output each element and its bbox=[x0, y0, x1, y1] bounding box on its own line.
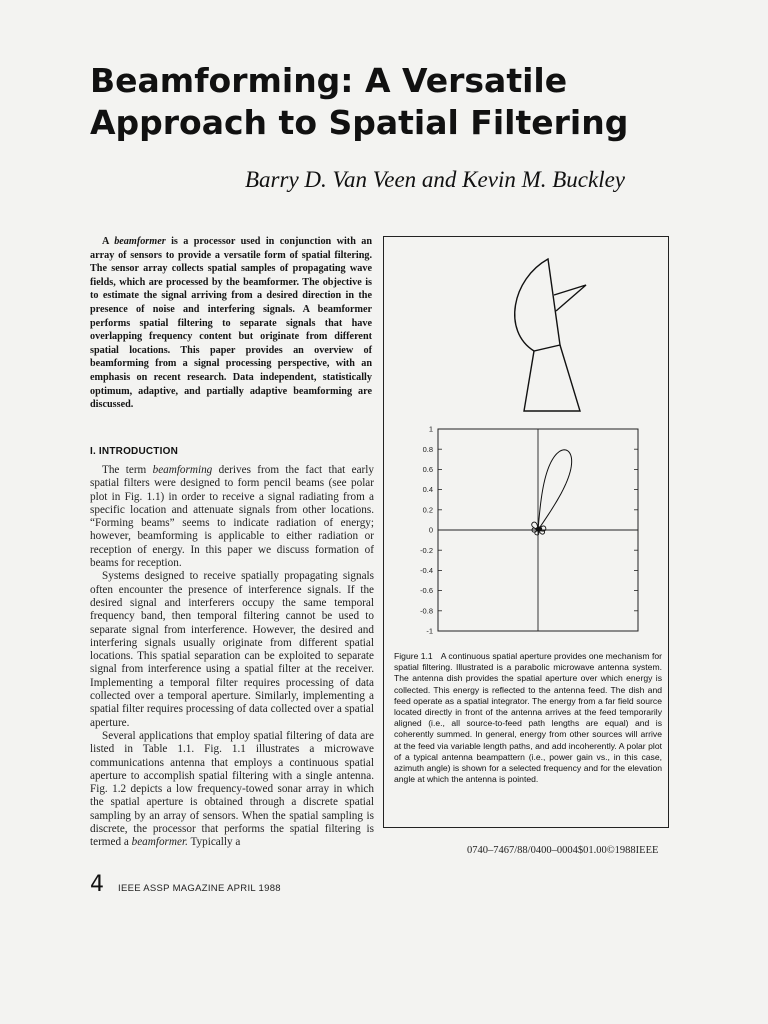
running-title: IEEE ASSP MAGAZINE APRIL 1988 bbox=[118, 883, 281, 894]
copyright-line: 0740–7467/88/0400–0004$01.00©1988IEEE bbox=[467, 845, 659, 856]
abstract-lead: A bbox=[102, 236, 115, 247]
y-tick-label-6: -0.2 bbox=[420, 545, 433, 555]
y-tick-label-1: 0.8 bbox=[422, 444, 433, 454]
p3-text: Several applications that employ spatial filtering of data are listed in Table 1.1. Fig. 1.1 illustrates a microwave communications antenna that employs a continuous spatial aperture to accomplish spatial filtering with a single antenna. Fig. 1.2 depicts a low frequency-towed sonar array in which the spatial aperture is obtained through a discrete spatial sampling by an array of sensors. When the spatial sampling is discrete, the processor that performs the spatial filtering is termed a bbox=[90, 729, 374, 849]
y-tick-label-10: -1 bbox=[426, 626, 433, 636]
y-tick-label-2: 0.6 bbox=[422, 465, 433, 474]
figure-caption-text: A continuous spatial aperture provides one mechanism for spatial filtering. Illustrated is a parabolic microwave antenna system. The antenna dish provides the spatial aperture over which energy is collected. This energy is reflected to the antenna feed. The dish and feed operate as a spatial integrator. The energy from a far field source located directly in front of the antenna arrives at the feed temporarily aligned (i.e., all source-to-feed path lengths are equal) and is coherently summed. In general, energy from other sources will arrive at the feed via variable length paths, and add incoherently. A polar plot of a typical antenna beampattern (i.e., power gain vs., in this case, azimuth angle) is shown for a selected frequency and for the elevation angle at which the antenna is pointed. bbox=[394, 651, 662, 785]
page-number: 4 bbox=[90, 872, 104, 897]
body-paragraph-1 bbox=[90, 464, 374, 570]
y-tick-label-0: 1 bbox=[428, 424, 433, 434]
polar-beampattern-plot bbox=[390, 421, 666, 643]
body-paragraph-3 bbox=[90, 730, 374, 850]
title-line-1: Beamforming: A Versatile bbox=[90, 61, 568, 100]
abstract-paragraph bbox=[90, 235, 372, 412]
y-tick-label-7: -0.4 bbox=[420, 566, 433, 575]
beampattern-origin-cluster bbox=[536, 526, 542, 531]
p3-term: beamformer. bbox=[131, 836, 188, 849]
abstract bbox=[90, 235, 372, 412]
y-tick-label-5: 0 bbox=[428, 525, 433, 535]
y-tick-label-4: 0.2 bbox=[422, 505, 433, 515]
figure-caption bbox=[394, 651, 662, 785]
y-tick-label-9: -0.8 bbox=[420, 606, 433, 616]
article-title bbox=[90, 60, 710, 144]
p1-lead: The term bbox=[102, 464, 153, 476]
antenna-mount bbox=[524, 345, 580, 411]
antenna-illustration bbox=[504, 245, 644, 415]
beampattern-main-lobe bbox=[538, 450, 572, 530]
title-line-2: Approach to Spatial Filtering bbox=[90, 103, 629, 142]
p3-tail: Typically a bbox=[187, 836, 241, 849]
y-tick-label-3: 0.4 bbox=[422, 485, 433, 495]
antenna-dish bbox=[515, 259, 560, 351]
section-heading: I. INTRODUCTION bbox=[90, 446, 178, 457]
abstract-text: is a processor used in conjunction with an array of sensors to provide a versatile form of spatial filtering. The sensor array collects spatial samples of propagating wave fields, which are processed by the beamformer. The objective is to estimate the signal arriving from a desired direction in the presence of noise and interfering signals. A beamformer performs spatial filtering to separate signals that have overlapping frequency content but originate from different spatial locations. This paper provides an overview of beamforming from a signal processing perspective, with an emphasis on recent research. Data independent, statistically optimum, adaptive, and partially adaptive beamforming are discussed. bbox=[90, 236, 373, 411]
figure-label: Figure 1.1 bbox=[394, 651, 433, 661]
body-text-column bbox=[90, 464, 374, 850]
figure-1-1 bbox=[383, 236, 669, 828]
abstract-term: beamformer bbox=[114, 236, 166, 247]
p1-term: beamforming bbox=[152, 464, 213, 476]
body-paragraph-2: Systems designed to receive spatially propagating signals often encounter the presence of interference signals. If the desired signal and interferers occupy the same temporal frequency band, then temporal filtering cannot be used to separate signal from interference. However, the desired and interfering signals usually originate from different spatial locations. This spatial separation can be exploited to separate signal from interference using a spatial filter at the receiver. Implementing a temporal filter requires processing of data collected over a temporal aperture. Similarly, implementing a spatial filter requires processing of data collected over a spatial aperture. bbox=[90, 570, 374, 729]
y-tick-label-8: -0.6 bbox=[420, 586, 433, 596]
p1-text: derives from the fact that early spatial filters were designed to form pencil beams (see polar plot in Fig. 1.1) in order to receive a signal radiating from a specific location and attenuate signals from other locations. “Forming beams” seems to indicate radiation of energy; however, beamforming is applicable to either radiation or reception of energy. In this paper we discuss formation of beams for reception. bbox=[90, 464, 374, 570]
page-footer bbox=[90, 872, 281, 897]
author-line: Barry D. Van Veen and Kevin M. Buckley bbox=[245, 167, 626, 192]
antenna-feed bbox=[554, 285, 586, 311]
